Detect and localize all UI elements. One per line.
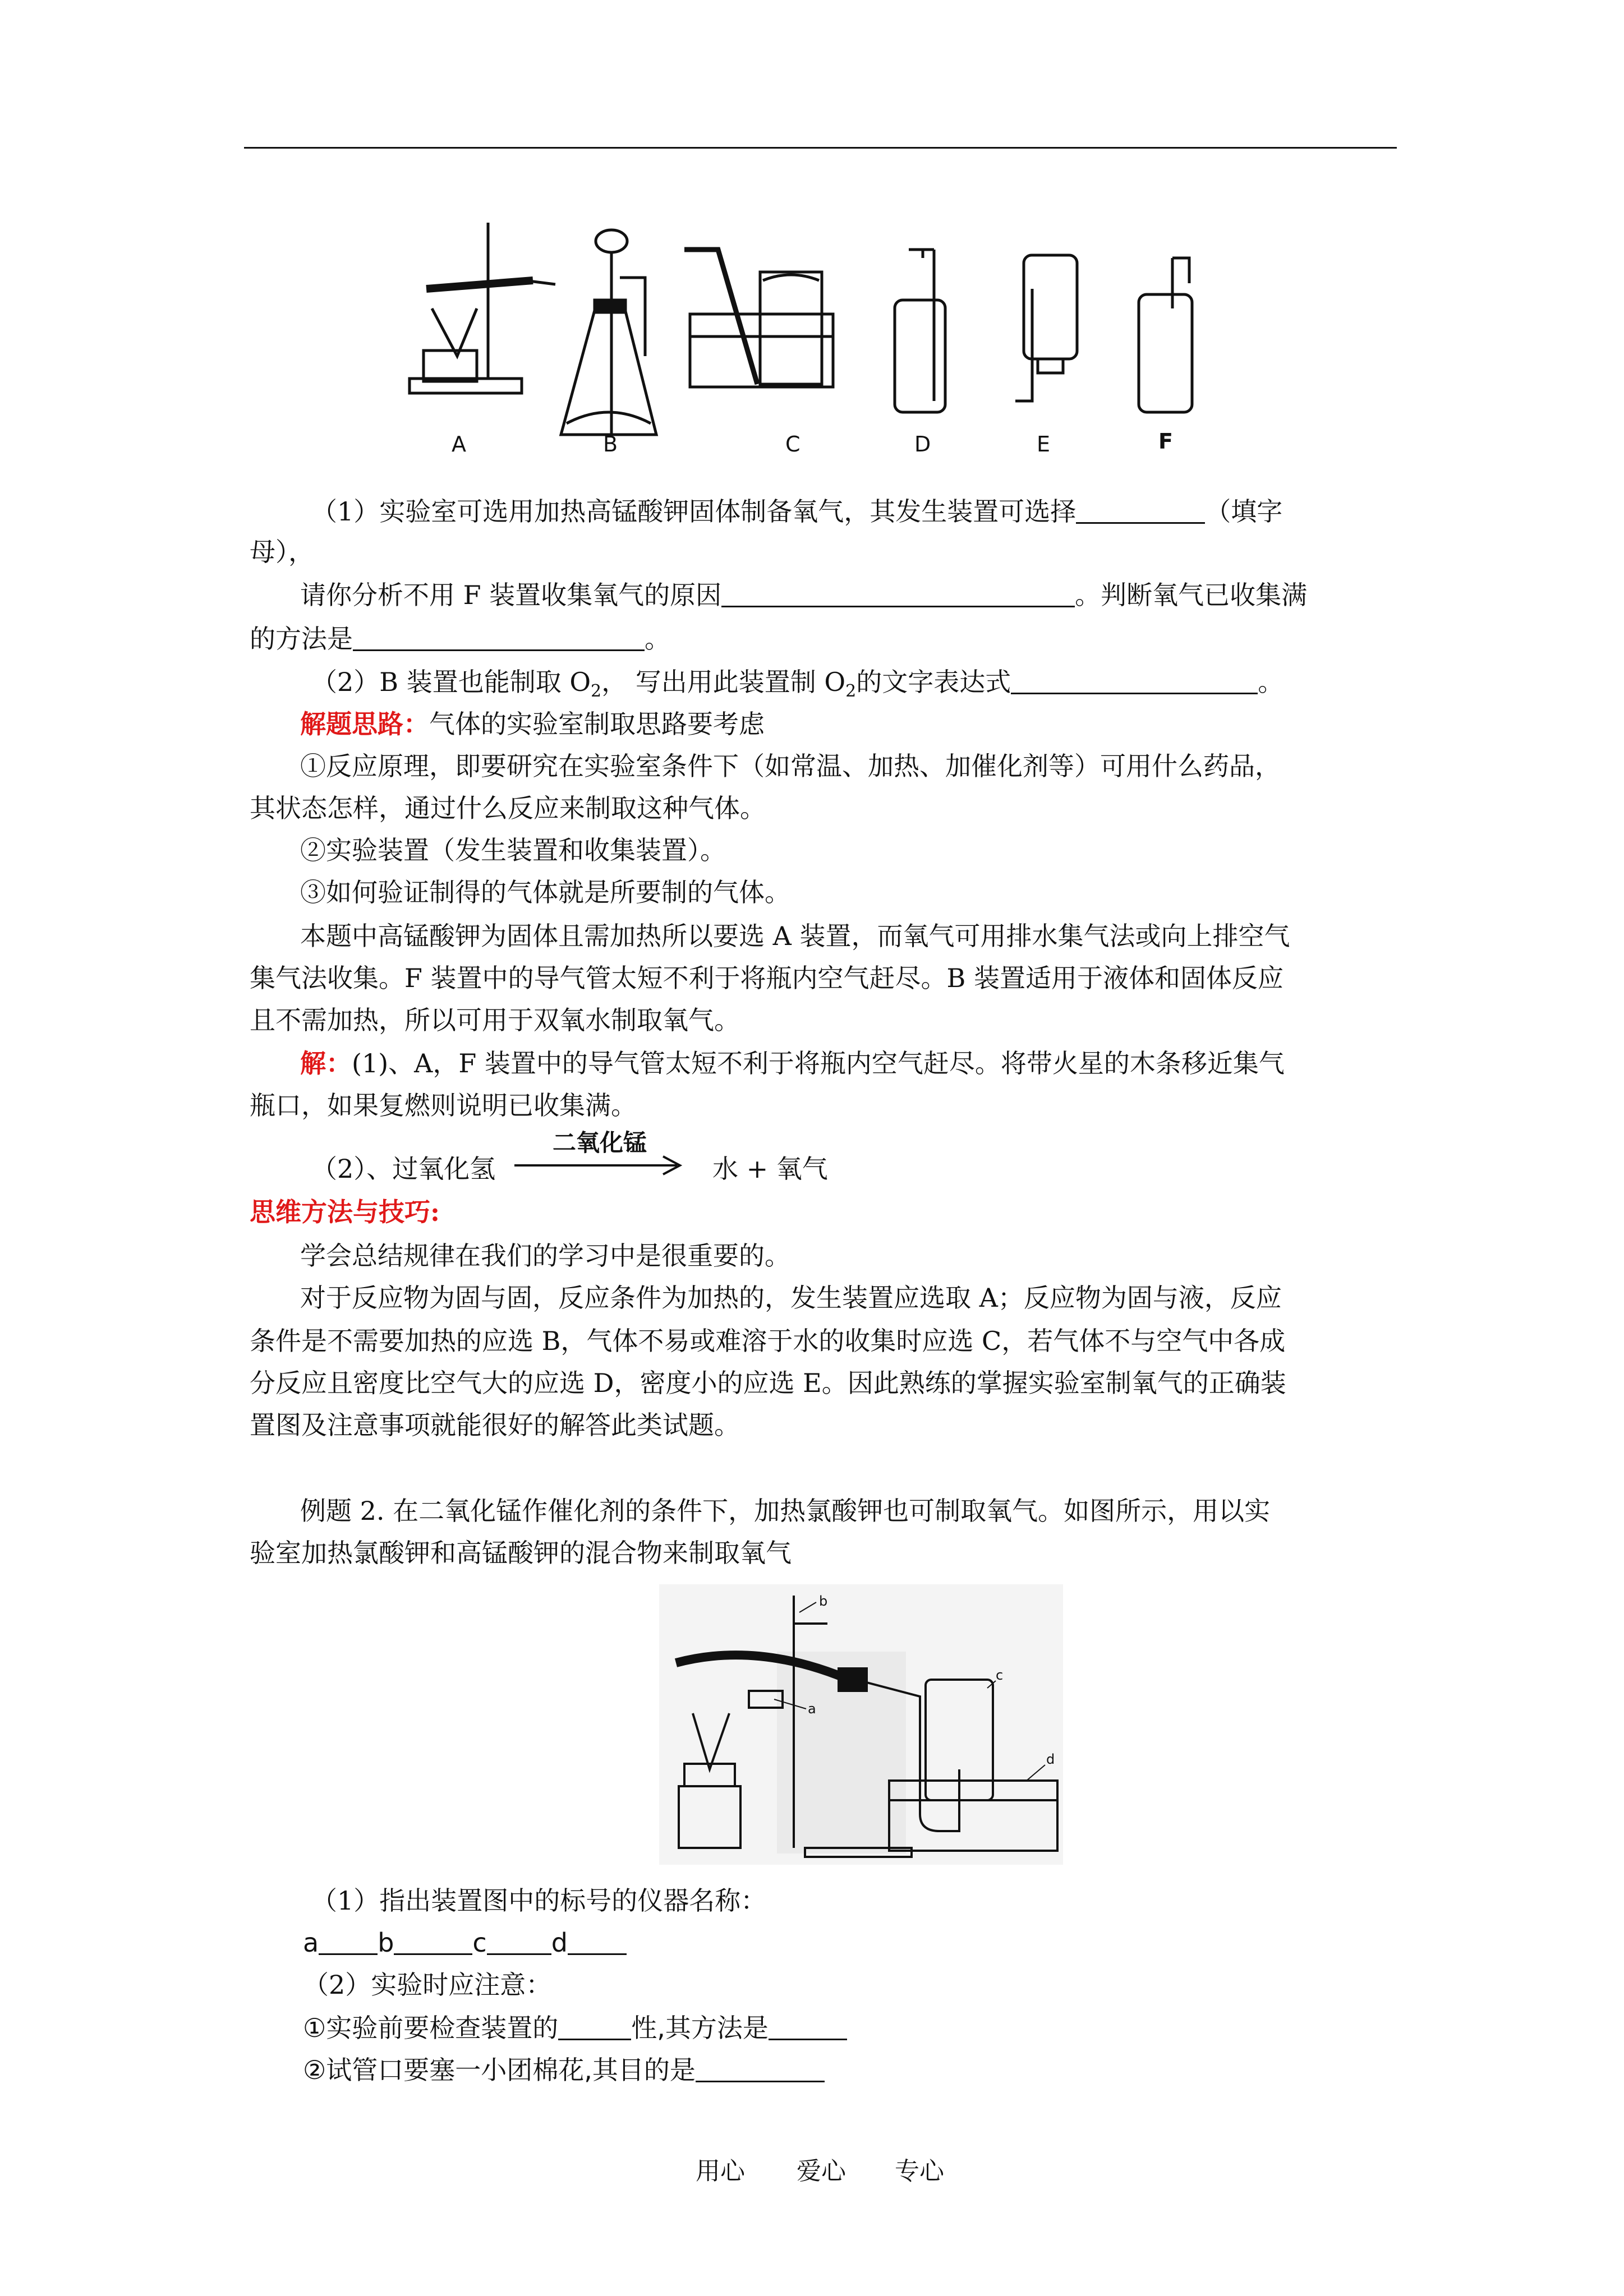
blank-d[interactable] xyxy=(568,1929,627,1955)
blank-a[interactable] xyxy=(319,1929,378,1955)
label-a: A xyxy=(452,432,466,457)
method-line1: 学会总结规律在我们的学习中是很重要的。 xyxy=(300,1241,790,1271)
point-2: ②实验装置（发生装置和收集装置）。 xyxy=(300,835,726,865)
analysis-line2: 集气法收集。F 装置中的导气管太短不利于将瓶内空气赶尽。B 装置适用于液体和固体反应 xyxy=(250,963,1283,993)
blank-method[interactable] xyxy=(769,2014,847,2040)
equation-products: 水 + 氧气 xyxy=(712,1154,828,1184)
example2-q1: （1）指出装置图中的标号的仪器名称： xyxy=(311,1885,767,1916)
q2-line: （2）B 装置也能制取 $O_2$， 写出用此装置制 $O_2$的文字表达式 。 xyxy=(311,667,1284,701)
apparatus-e xyxy=(1015,255,1077,401)
blank-purpose[interactable] xyxy=(696,2056,825,2082)
example2-q2: （2）实验时应注意： xyxy=(303,1970,552,2000)
example2-line1: 例题 2. 在二氧化锰作催化剂的条件下，加热氯酸钾也可制取氧气。如图所示，用以实 xyxy=(300,1496,1271,1526)
analysis-line1: 本题中高锰酸钾为固体且需加热所以要选 A 装置，而氧气可用排水集气法或向上排空气 xyxy=(300,921,1290,951)
apparatus-figure-heating xyxy=(659,1584,1063,1865)
answer-line1: 解：(1)、A，F 装置中的导气管太短不利于将瓶内空气赶尽。将带火星的木条移近集气 xyxy=(300,1048,1285,1078)
label-d: D xyxy=(914,432,931,457)
answer-line2: 瓶口，如果复燃则说明已收集满。 xyxy=(250,1090,637,1121)
example2-point2: ②试管口要塞一小团棉花,其目的是 xyxy=(303,2054,825,2086)
blank-property[interactable] xyxy=(558,2014,631,2040)
q1-line2: 母）， xyxy=(250,537,314,567)
apparatus-f xyxy=(1139,258,1192,412)
label-c-small: c xyxy=(996,1667,1004,1683)
equation-reactant: （2）、过氧化氢 xyxy=(311,1154,496,1184)
label-e: E xyxy=(1037,432,1051,457)
point-1-line2: 其状态怎样，通过什么反应来制取这种气体。 xyxy=(250,793,766,823)
analysis-line3: 且不需加热，所以可用于双氧水制取氧气。 xyxy=(250,1005,740,1035)
method-line5: 置图及注意事项就能很好的解答此类试题。 xyxy=(250,1410,740,1440)
footer-word-3: 专心 xyxy=(895,2157,944,2186)
thinking-heading: 解题思路：气体的实验室制取思路要考虑 xyxy=(300,709,765,739)
point-1-line1: ①反应原理，即要研究在实验室条件下（如常温、加热、加催化剂等）可用什么药品， xyxy=(300,751,1281,781)
answer-blank-2[interactable] xyxy=(721,581,1075,607)
label-b: B xyxy=(603,432,618,457)
q1-line3: 请你分析不用 F 装置收集氧气的原因 。判断氧气已收集满 xyxy=(300,580,1308,610)
example2-line2: 验室加热氯酸钾和高锰酸钾的混合物来制取氧气 xyxy=(250,1538,792,1568)
apparatus-figure-a-to-f xyxy=(393,216,1268,463)
apparatus-d xyxy=(895,250,945,412)
label-f: F xyxy=(1158,429,1173,454)
point-3: ③如何验证制得的气体就是所要制的气体。 xyxy=(300,877,790,907)
footer-word-1: 用心 xyxy=(696,2157,745,2186)
method-line4: 分反应且密度比空气大的应选 D，密度小的应选 E。因此熟练的掌握实验室制氧气的正确装 xyxy=(250,1368,1286,1398)
answer-blank-4[interactable] xyxy=(1011,668,1258,694)
header-rule xyxy=(244,147,1397,149)
footer-word-2: 爱心 xyxy=(797,2157,846,2186)
q1-line4: 的方法是 。 xyxy=(250,624,670,654)
answer-blank-3[interactable] xyxy=(353,625,645,651)
example2-blanks-row: a b c d xyxy=(303,1926,627,1959)
example2-point1: ①实验前要检查装置的 性,其方法是 xyxy=(303,2012,847,2044)
method-heading: 思维方法与技巧: xyxy=(250,1197,440,1227)
method-line3: 条件是不需要加热的应选 B，气体不易或难溶于水的收集时应选 C，若气体不与空气中各成 xyxy=(250,1326,1286,1356)
apparatus-c xyxy=(684,250,833,387)
method-line2: 对于反应物为固与固，反应条件为加热的，发生装置应选取 A；反应物为固与液，反应 xyxy=(300,1283,1282,1313)
reaction-arrow-icon xyxy=(512,1128,686,1177)
equation-catalyst: 二氧化锰 xyxy=(553,1129,647,1156)
blank-c[interactable] xyxy=(487,1929,551,1955)
blank-b[interactable] xyxy=(394,1929,472,1955)
apparatus-a xyxy=(410,223,555,393)
label-b-small: b xyxy=(819,1593,828,1609)
label-a-small: a xyxy=(808,1701,816,1717)
answer-blank-1[interactable] xyxy=(1076,497,1205,524)
label-c: C xyxy=(785,432,801,457)
apparatus-b xyxy=(561,230,656,435)
label-d-small: d xyxy=(1046,1751,1055,1767)
q1-line1: （1）实验室可选用加热高锰酸钾固体制备氧气，其发生装置可选择 （填字 xyxy=(311,496,1283,527)
